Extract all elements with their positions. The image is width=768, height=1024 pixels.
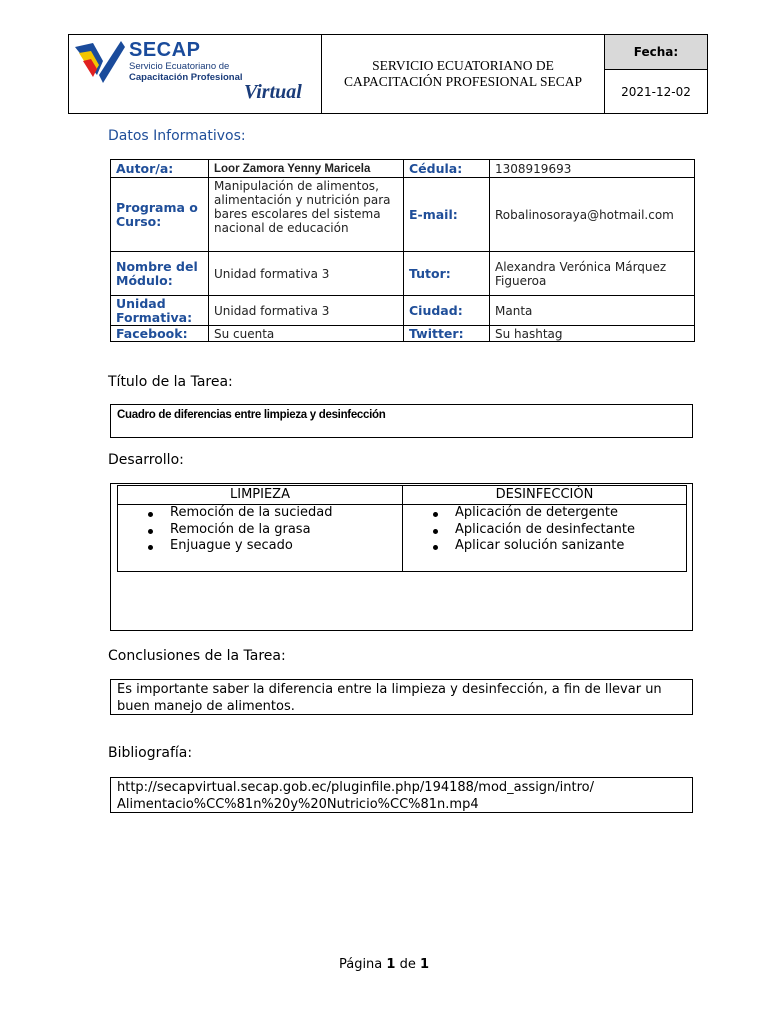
unit-value: Unidad formativa 3 [209,296,404,326]
unit-label: Unidad Formativa: [111,296,209,326]
bibliografia-box: http://secapvirtual.secap.gob.ec/pluginfile.php/194188/mod_assign/intro/ Alimentacio%CC%81n%20y%20Nutricio%CC%81n.mp4 [110,777,693,813]
table-row [111,252,695,296]
bibliografia-heading: Bibliografía: [108,745,193,761]
facebook-value: Su cuenta [209,326,404,342]
page-current: 1 [386,957,396,972]
cedula-value: 1308919693 [490,160,695,178]
list-item: Aplicación de detergente [455,505,686,522]
date-label: Fecha: [605,35,707,70]
city-value: Manta [490,296,695,326]
city-label: Ciudad: [404,296,490,326]
limpieza-cell [118,505,403,572]
cedula-label: Cédula: [404,160,490,178]
email-value: Robalinosoraya@hotmail.com [490,178,695,252]
list-item: Aplicar solución sanizante [455,538,686,555]
tutor-value: Alexandra Verónica Márquez Figueroa [490,252,695,296]
page-footer [0,957,768,972]
conclusiones-box: Es importante saber la diferencia entre la limpieza y desinfección, a fin de llevar un buen manejo de alimentos. [110,679,693,715]
desinfeccion-cell [403,505,687,572]
date-value: 2021-12-02 [621,84,691,99]
table-row [111,296,695,326]
tutor-label: Tutor: [404,252,490,296]
list-item: Enjuague y secado [170,538,402,555]
table-row [111,178,695,252]
logo-cell [69,35,322,113]
datos-heading: Datos Informativos: [108,128,246,144]
table-row [118,505,687,572]
list-item: Remoción de la grasa [170,522,402,539]
page-total: 1 [419,957,430,972]
table-row [111,326,695,342]
comparison-table [117,485,687,572]
secap-logo-mark-icon [69,35,129,105]
desarrollo-box [110,483,693,631]
table-row [118,486,687,505]
logo-wordmark: SECAP [129,39,201,61]
logo-subtitle-2: Capacitación Profesional [129,72,243,83]
facebook-label: Facebook: [111,326,209,342]
limpieza-list [118,505,402,555]
tarea-box: Cuadro de diferencias entre limpieza y desinfección [110,404,693,438]
document-header [68,34,708,114]
twitter-value: Su hashtag [490,326,695,342]
twitter-label: Twitter: [404,326,490,342]
page-word: Página [338,957,383,972]
date-cell [605,35,707,113]
table-row [111,160,695,178]
logo-subtitle-1: Servicio Ecuatoriano de [129,61,230,72]
desarrollo-heading: Desarrollo: [108,452,184,468]
author-value: Loor Zamora Yenny Maricela [209,160,404,178]
col-limpieza-header: LIMPIEZA [118,486,403,505]
col-desinfeccion-header: DESINFECCIÓN [403,486,687,505]
program-label: Programa o Curso: [111,178,209,252]
email-label: E-mail: [404,178,490,252]
list-item: Aplicación de desinfectante [455,522,686,539]
logo-virtual: Virtual [244,81,302,103]
program-value: Manipulación de alimentos, alimentación y nutrición para bares escolares del sistema nacional de educación [209,178,404,252]
desinfeccion-list [403,505,686,555]
info-table [110,159,695,342]
tarea-heading: Título de la Tarea: [108,374,233,390]
header-title: SERVICIO ECUATORIANO DE CAPACITACIÓN PROFESIONAL SECAP [322,35,605,113]
page-of: de [399,957,416,972]
author-label: Autor/a: [111,160,209,178]
list-item: Remoción de la suciedad [170,505,402,522]
conclusiones-heading: Conclusiones de la Tarea: [108,648,286,664]
module-label: Nombre del Módulo: [111,252,209,296]
module-value: Unidad formativa 3 [209,252,404,296]
